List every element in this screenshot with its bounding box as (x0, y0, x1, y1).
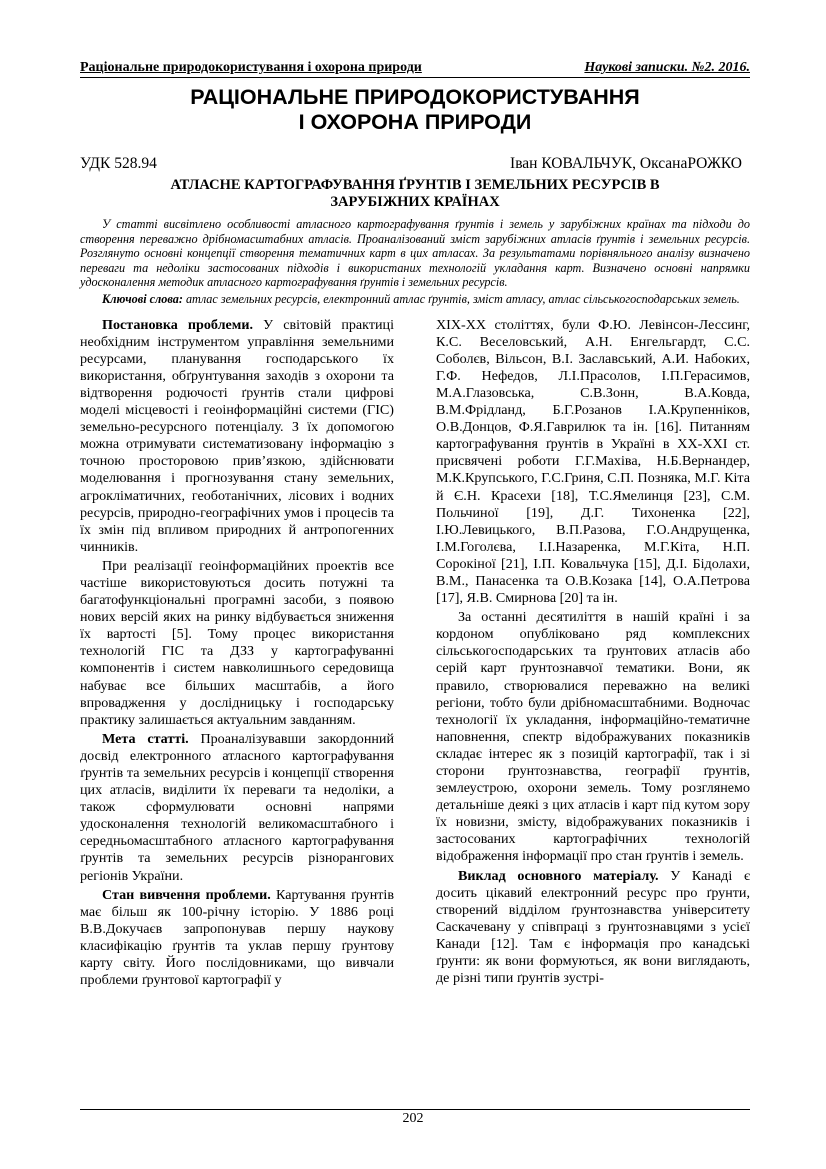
paragraph-text: У світовій практиці необхідним інструментом управління земельними ресурсами, планування господарського їх використання, обґрунтування заходів з охорони та відтворення родючості ґрунтів стали цифрові моделі місцевості і геоінформаційні системи (ГІС) земельно-ресурсного потенціалу. З їх допомогою можна отримувати систематизовану інформацію з точною просторовою прив’язкою, здійснювати моделювання і прогнозування стану земельних, агрокліматичних, геоботанічних, лісових і водних ресурсів, природно-географічних умов і процесів та їх змін під впливом природних й антропогенних чинників. (80, 316, 394, 555)
left-column (80, 317, 394, 990)
paragraph (80, 317, 394, 556)
paragraph (80, 731, 394, 885)
udk-code: УДК 528.94 (80, 155, 157, 172)
paragraph-text: Проаналізувавши закордонний досвід електронного атласного картографування ґрунтів та земельних ресурсів і концепції створення цих атласів, виділити їх переваги та недоліки, а також сформулювати основні напрями удосконалення технологій великомасштабного і середньомасштабного атласного картографування ґрунтів та земельних ресурсів різнорангових регіонів України. (80, 730, 394, 884)
journal-issue: Наукові записки. №2. 2016. (584, 60, 750, 75)
running-header (80, 60, 750, 78)
paragraph: При реалізації геоінформаційних проектів все частіше використовуються досить потужні та багатофункціональні програмні засоби, з появою нових версій яких на ринку відбувається зниження їх вартості [5]. Тому процес використання технологій ГІС та ДЗЗ у картографуванні компонентів і систем навколишнього середовища набуває все більших масштабів, а його впровадження у дослідницьку і господарську практику залишається актуальним завданням. (80, 557, 394, 728)
footer-rule (80, 1109, 750, 1110)
abstract: У статті висвітлено особливості атласного картографування ґрунтів і земель у зарубіжних країнах та підходи до створення переважно дрібномасштабних атласів. Проаналізований зміст зарубіжних атласів ґрунтів і земельних ресурсів. Розглянуто основні концепції створення тематичних карт в цих атласах. За результатами порівняльного аналізу визначено переваги та недоліки застосованих підходів і використаних технологій укладання карт. Визначено основні напрямки удосконалення методик атласного картографування ґрунтів і земельних ресурсів. (80, 217, 750, 290)
keywords-label: Ключові слова: (102, 291, 183, 306)
paragraph-heading: Мета статті. (102, 730, 189, 747)
paragraph-heading: Стан вивчення проблеми. (102, 886, 271, 903)
paragraph: За останні десятиліття в нашій країні і за кордоном опубліковано ряд комплексних сільськогосподарських та ґрунтових атласів або серій карт ґрунтознавчої тематики. Вони, як правило, створювалися переважно на великі регіони, тобто були дрібномасштабними. Водночас технології їх укладання, інформаційно-тематичне наповнення, спектр відображуваних показників складає інтерес як з позицій картографії, так і зі сторони ґрунтознавства, географії ґрунтів, землеустрою, охорони земель. Тому розглянемо детальніше деякі з цих атласів і карт під кутом зору їх новизни, змісту, відображуваних показників і застосованих картографічних технологій відображення інформації про стан ґрунтів і земель. (436, 609, 750, 865)
paragraph-heading: Постановка проблеми. (102, 316, 254, 333)
keywords-text: атлас земельних ресурсів, електронний атлас ґрунтів, зміст атласу, атлас сільськогосподарських земель. (182, 291, 740, 306)
section-title-line: РАЦІОНАЛЬНЕ ПРИРОДОКОРИСТУВАННЯ (190, 85, 640, 109)
paragraph-heading: Виклад основного матеріалу. (458, 867, 659, 884)
paragraph (80, 887, 394, 990)
paragraph: XIX-XX століттях, були Ф.Ю. Левінсон-Лессинг, К.С. Веселовський, А.Н. Енгельгардт, С.С. Соболєв, Вільсон, В.І. Заславський, А.И. Набоких, Г.Ф. Нефедов, Л.І.Прасолов, І.П.Герасимов, М.А.Глазовська, С.В.Зонн, В.А.Ковда, В.М.Фрідланд, Б.Г.Розанов І.А.Крупенніков, О.В.Донцов, Ф.Я.Гаврилюк та ін. [16]. Питанням картографування ґрунтів в Україні в ХХ-ХХІ ст. присвячені роботи Г.Г.Махіва, Н.Б.Вернандер, М.К.Крупського, Г.С.Гриня, С.П. Позняка, М.Г. Кіта й Є.Н. Красехи [18], Т.С.Ямелинця [23], С.М. Польчиної [19], Д.Г. Тихоненка [22], І.Ю.Левицького, В.П.Разова, Г.О.Андрущенка, І.М.Гоголєва, І.І.Назаренка, М.Г.Кіта, Н.П. Сорокіної [21], І.П. Ковальчука [15], Д.І. Бідолахи, В.М., Панасенка та О.В.Козака [14], О.А.Петрова [17], Я.В. Смирнова [20] та ін. (436, 316, 750, 607)
page (80, 60, 750, 989)
section-title (80, 85, 750, 135)
paragraph (436, 868, 750, 988)
paragraph-text: У Канаді є досить цікавий електронний ресурс про ґрунти, створений відділом ґрунтознавства університету Саскачевану у співпраці з ґрунтознавцями з усієї Канади [12]. Там є інформація про канадські ґрунти: як вони формуються, як вони виглядають, де різні типи ґрунтів зустрі- (436, 867, 751, 987)
keywords (80, 292, 750, 307)
right-column (436, 317, 750, 990)
body-columns (80, 317, 750, 990)
paragraph-text: Картування ґрунтів має більш як 100-річну історію. У 1886 році В.В.Докучаєв запропонував першу наукову класифікацію ґрунтів та уклав першу ґрунтову карту світу. Його послідовниками, що вивчали проблеми ґрунтової картографії у (80, 886, 394, 989)
journal-section-name: Раціональне природокористування і охорона природи (80, 60, 422, 75)
article-title: АТЛАСНЕ КАРТОГРАФУВАННЯ ҐРУНТІВ І ЗЕМЕЛЬНИХ РЕСУРСІВ В ЗАРУБІЖНИХ КРАЇНАХ (170, 177, 660, 210)
page-number: 202 (402, 1111, 424, 1126)
authors: Іван КОВАЛЬЧУК, ОксанаРОЖКО (510, 155, 742, 172)
article-meta (80, 155, 750, 173)
section-title-line: І ОХОРОНА ПРИРОДИ (298, 110, 532, 134)
